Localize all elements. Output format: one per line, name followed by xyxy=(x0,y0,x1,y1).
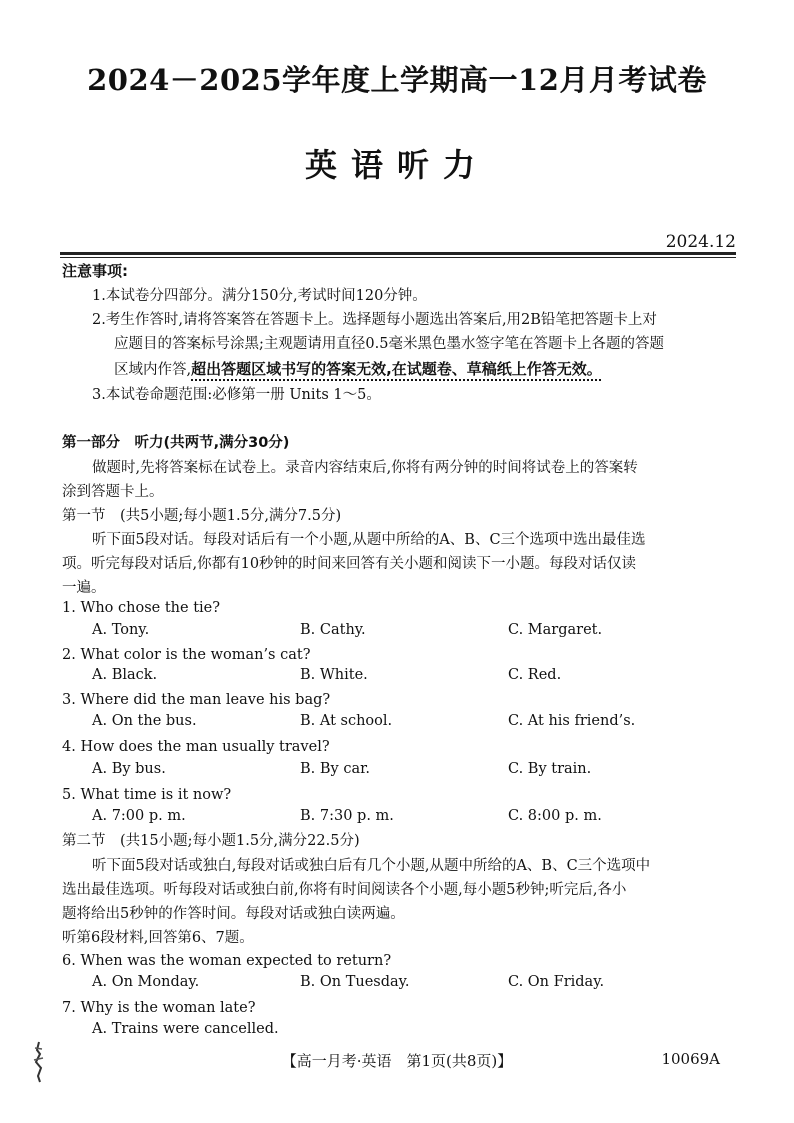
question-3-option-b: B. At school. xyxy=(300,713,393,729)
material-note: 听第6段材料,回答第6、7题。 xyxy=(62,930,254,946)
question-3: 3. Where did the man leave his bag? xyxy=(62,692,331,708)
notice-item-2-line-3-prefix: 区域内作答, xyxy=(114,362,192,378)
section1-intro-line-1: 听下面5段对话。每段对话后有一个小题,从题中所给的A、B、C三个选项中选出最佳选 xyxy=(92,532,646,548)
question-2-option-c: C. Red. xyxy=(508,667,562,683)
question-1-option-b: B. Cathy. xyxy=(300,622,366,638)
question-6: 6. When was the woman expected to return? xyxy=(62,953,392,969)
section2-heading: 第二节 (共15小题;每小题1.5分,满分22.5分) xyxy=(62,833,360,849)
question-5-option-b: B. 7:30 p. m. xyxy=(300,808,394,824)
notice-item-2-line-2: 应题目的答案标号涂黑;主观题请用直径0.5毫米黑色墨水签字笔在答题卡上各题的答题 xyxy=(114,336,664,352)
question-4-option-a: A. By bus. xyxy=(92,761,166,777)
question-5: 5. What time is it now? xyxy=(62,787,232,803)
question-7: 7. Why is the woman late? xyxy=(62,1000,256,1016)
exam-title: 2024－2025学年度上学期高一12月月考试卷 xyxy=(87,63,707,97)
question-5-option-a: A. 7:00 p. m. xyxy=(92,808,186,824)
question-3-option-a: A. On the bus. xyxy=(92,713,197,729)
question-4-option-c: C. By train. xyxy=(508,761,592,777)
part1-heading: 第一部分 听力(共两节,满分30分) xyxy=(62,435,290,451)
question-1-option-c: C. Margaret. xyxy=(508,622,603,638)
notice-item-2-line-1: 2.考生作答时,请将答案答在答题卡上。选择题每小题选出答案后,用2B铅笔把答题卡上对 xyxy=(92,312,657,328)
question-2-option-b: B. White. xyxy=(300,667,368,683)
question-2-option-a: A. Black. xyxy=(92,667,158,683)
question-1-option-a: A. Tony. xyxy=(92,622,150,638)
section2-intro-line-3: 题将给出5秒钟的作答时间。每段对话或独白读两遍。 xyxy=(62,906,405,922)
question-4-option-b: B. By car. xyxy=(300,761,371,777)
notice-emphasis-text: 超出答题区域书写的答案无效,在试题卷、草稿纸上作答无效。 xyxy=(191,360,602,378)
section2-intro-line-2: 选出最佳选项。听每段对话或独白前,你将有时间阅读各个小题,每小题5秒钟;听完后,各小 xyxy=(62,882,627,898)
notice-heading: 注意事项: xyxy=(62,262,128,280)
exam-date: 2024.12 xyxy=(665,232,736,252)
question-6-option-c: C. On Friday. xyxy=(508,974,605,990)
section1-heading: 第一节 (共5小题;每小题1.5分,满分7.5分) xyxy=(62,508,342,524)
subject-title: 英语听力 xyxy=(304,146,489,184)
section1-intro-line-2: 项。听完每段对话后,你都有10秒钟的时间来回答有关小题和阅读下一小题。每段对话仅读 xyxy=(62,556,637,572)
page-footer: 【高一月考·英语 第1页(共8页)】 xyxy=(281,1052,513,1070)
question-5-option-c: C. 8:00 p. m. xyxy=(508,808,602,824)
question-1: 1. Who chose the tie? xyxy=(62,600,221,616)
part1-intro-line-2: 涂到答题卡上。 xyxy=(62,484,164,500)
question-6-option-a: A. On Monday. xyxy=(92,974,200,990)
question-7-option-a: A. Trains were cancelled. xyxy=(92,1021,279,1037)
section1-intro-line-3: 一遍。 xyxy=(62,580,106,596)
paper-code: 10069A xyxy=(661,1050,720,1068)
notice-item-1: 1.本试卷分四部分。满分150分,考试时间120分钟。 xyxy=(92,288,427,304)
question-4: 4. How does the man usually travel? xyxy=(62,739,330,755)
question-6-option-b: B. On Tuesday. xyxy=(300,974,410,990)
part1-intro-line-1: 做题时,先将答案标在试卷上。录音内容结束后,你将有两分钟的时间将试卷上的答案转 xyxy=(92,460,638,476)
question-3-option-c: C. At his friend’s. xyxy=(508,713,636,729)
question-2: 2. What color is the woman’s cat? xyxy=(62,647,311,663)
notice-item-2-line-3 xyxy=(114,358,602,382)
notice-item-3: 3.本试卷命题范围:必修第一册 Units 1～5。 xyxy=(92,387,381,403)
header-rule-thick xyxy=(60,252,736,255)
section2-intro-line-1: 听下面5段对话或独白,每段对话或独白后有几个小题,从题中所给的A、B、C三个选项中 xyxy=(92,858,651,874)
header-rule-thin xyxy=(60,257,736,258)
